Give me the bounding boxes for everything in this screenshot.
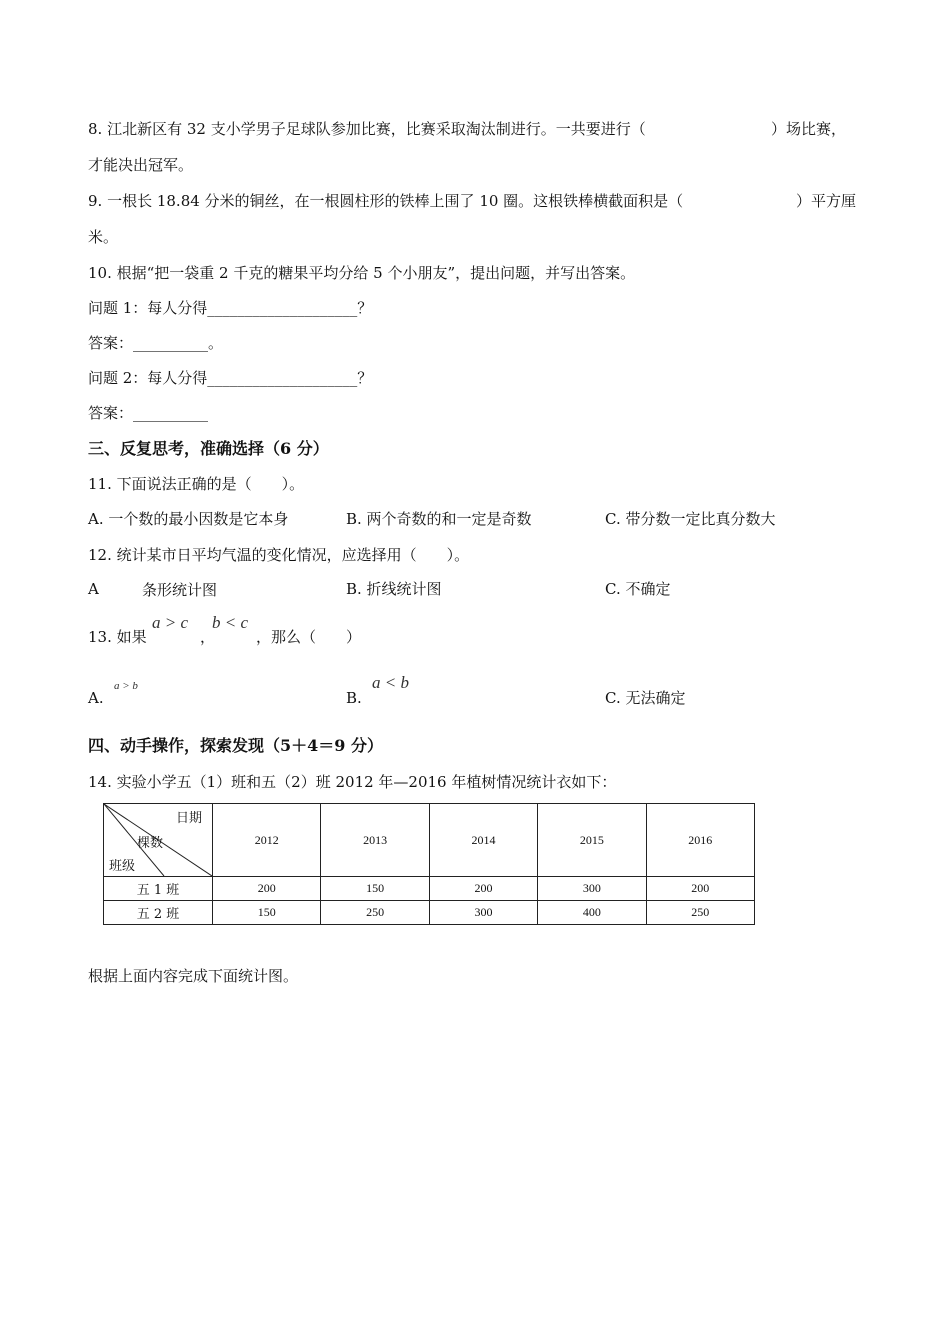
corner-label-count: 棵数 [137, 836, 164, 851]
q13-option-a-expr: a > b [114, 680, 138, 692]
year-header: 2016 [646, 804, 754, 877]
q10-stem: 10. 根据“把一袋重 2 千克的糖果平均分给 5 个小朋友”，提出问题，并写出答案。 [88, 264, 636, 282]
table-cell: 300 [429, 901, 537, 925]
table-cell: 200 [646, 877, 754, 901]
q12-option-b: B. 折线统计图 [346, 580, 442, 598]
table-header-row [104, 804, 755, 877]
q8-line2: 才能决出冠军。 [88, 156, 194, 174]
table-row [104, 877, 755, 901]
table-row [104, 901, 755, 925]
q13-stem-pre: 13. 如果 [88, 628, 147, 646]
year-header: 2014 [429, 804, 537, 877]
row-label: 五 1 班 [104, 877, 213, 901]
q14-follow-instruction: 根据上面内容完成下面统计图。 [88, 967, 299, 985]
q13-stem-post: ，那么（ ） [256, 628, 362, 646]
q13-expr1: a > c [152, 613, 189, 632]
table-cell: 250 [646, 901, 754, 925]
q13-option-c: C. 无法确定 [605, 689, 686, 707]
q12-option-c: C. 不确定 [605, 580, 671, 598]
year-header: 2012 [213, 804, 321, 877]
q13-option-b-expr: a < b [372, 673, 409, 692]
q10-answer1: 答案：__________。 [88, 334, 224, 352]
table-cell: 250 [321, 901, 429, 925]
q13-expr2: b < c [212, 613, 249, 632]
q12-stem: 12. 统计某市日平均气温的变化情况，应选择用（ ）。 [88, 546, 470, 564]
q13-comma: ， [200, 628, 216, 646]
section3-title: 三、反复思考，准确选择（6 分） [88, 439, 329, 458]
q13-option-a-label: A. [88, 689, 104, 707]
table-corner-cell [104, 804, 213, 877]
q11-option-a: A. 一个数的最小因数是它本身 [88, 510, 289, 528]
table-cell: 400 [538, 901, 646, 925]
q11-option-b: B. 两个奇数的和一定是奇数 [346, 510, 532, 528]
q14-stem: 14. 实验小学五（1）班和五（2）班 2012 年—2016 年植树情况统计衣如下： [88, 773, 617, 791]
corner-label-class: 班级 [109, 859, 136, 874]
q10-question2: 问题 2：每人分得____________________？ [88, 369, 373, 387]
table-cell: 300 [538, 877, 646, 901]
table-cell: 200 [213, 877, 321, 901]
q9-line1-end: ）平方厘 [796, 192, 857, 210]
q10-question1: 问题 1：每人分得____________________？ [88, 299, 373, 317]
corner-label-date: 日期 [175, 811, 202, 826]
q11-stem: 11. 下面说法正确的是（ ）。 [88, 475, 305, 493]
q8-line1: 8. 江北新区有 32 支小学男子足球队参加比赛，比赛采取淘汰制进行。一共要进行（ [88, 120, 646, 138]
q8-line1-end: ）场比赛， [771, 120, 847, 138]
row-label: 五 2 班 [104, 901, 213, 925]
q9-line2: 米。 [88, 228, 119, 246]
q9-line1: 9. 一根长 18.84 分米的铜丝，在一根圆柱形的铁棒上围了 10 圈。这根铁棒横截面积是（ [88, 192, 684, 210]
year-header: 2013 [321, 804, 429, 877]
q10-answer2: 答案：__________ [88, 404, 209, 422]
table-cell: 150 [213, 901, 321, 925]
q11-option-c: C. 带分数一定比真分数大 [605, 510, 776, 528]
q12-option-a-text: 条形统计图 [142, 581, 218, 599]
section4-title: 四、动手操作，探索发现（5＋4＝9 分） [88, 736, 383, 755]
table-cell: 200 [429, 877, 537, 901]
table-cell: 150 [321, 877, 429, 901]
q12-option-a-label: A [88, 580, 99, 598]
q13-option-b-label: B. [346, 689, 362, 707]
tree-planting-table [103, 803, 755, 925]
year-header: 2015 [538, 804, 646, 877]
